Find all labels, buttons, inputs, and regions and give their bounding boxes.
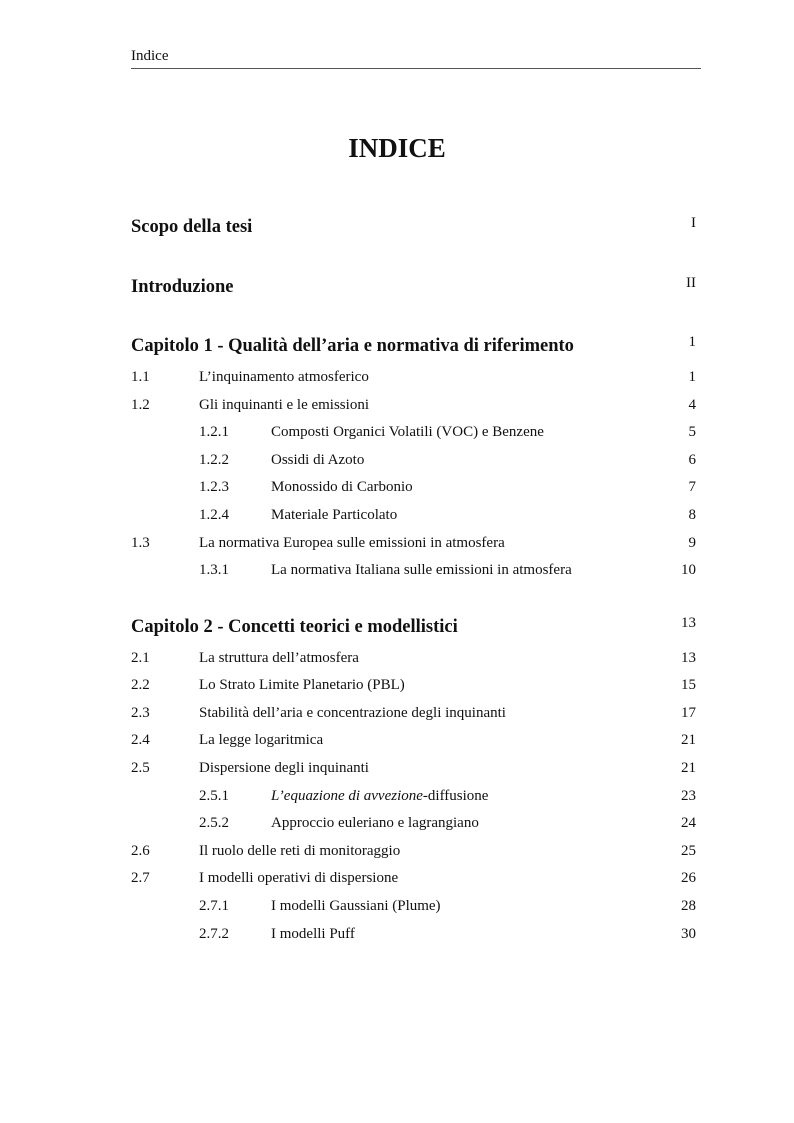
toc-page-number: 30 [681,926,696,942]
section-number: 2.3 [131,705,150,721]
section-number: 2.5 [131,760,150,776]
toc-subsection[interactable] [131,895,696,917]
toc-page-number: 24 [681,815,696,831]
subsection-number: 2.5.1 [199,788,229,804]
section-title: Dispersione degli inquinanti [199,760,369,776]
subsection-title: Materiale Particolato [271,507,398,523]
toc-entry-label: Introduzione [131,277,234,297]
subsection-number: 1.2.1 [199,424,229,440]
toc-subsection[interactable] [131,923,696,945]
subsection-number: 1.2.2 [199,452,229,468]
section-title: L’inquinamento atmosferico [199,369,369,385]
section-title: La struttura dell’atmosfera [199,650,359,666]
toc-section[interactable] [131,674,696,696]
subsection-number: 2.5.2 [199,815,229,831]
toc-page-number: 13 [681,615,696,631]
toc-page-number: II [686,275,696,291]
section-number: 2.6 [131,843,150,859]
subsection-title: Monossido di Carbonio [271,479,413,495]
running-header: Indice [131,46,701,69]
toc-page-number: 1 [688,334,696,350]
section-number: 1.1 [131,369,150,385]
toc-page-number: 10 [681,562,696,578]
subsection-number: 2.7.2 [199,926,229,942]
toc-page-number: 7 [688,479,696,495]
section-title: Lo Strato Limite Planetario (PBL) [199,677,405,693]
subsection-number: 2.7.1 [199,898,229,914]
section-number: 2.2 [131,677,150,693]
toc-subsection[interactable] [131,421,696,443]
toc-page-number: 5 [688,424,696,440]
toc-chapter-1[interactable] [131,333,696,359]
subsection-title: I modelli Gaussiani (Plume) [271,898,441,914]
toc-page-number: 9 [688,535,696,551]
subsection-title: Composti Organici Volatili (VOC) e Benzene [271,424,544,440]
toc-section[interactable] [131,729,696,751]
chapter-title: Capitolo 2 - Concetti teorici e modellistici [131,617,458,637]
section-title: Gli inquinanti e le emissioni [199,397,369,413]
section-title: Il ruolo delle reti di monitoraggio [199,843,401,859]
toc-page-number: 25 [681,843,696,859]
toc-section[interactable] [131,840,696,862]
toc-section[interactable] [131,702,696,724]
toc-section[interactable] [131,647,696,669]
toc-page-number: 21 [681,732,696,748]
toc-page-number: 23 [681,788,696,804]
toc-page-number: 21 [681,760,696,776]
toc-page-number: 13 [681,650,696,666]
toc-subsection[interactable] [131,785,696,807]
page-title: INDICE [348,133,446,163]
toc-section[interactable] [131,757,696,779]
subsection-number: 1.3.1 [199,562,229,578]
toc-page-number: 17 [681,705,696,721]
toc-entry-label: Scopo della tesi [131,217,253,237]
toc-subsection[interactable] [131,449,696,471]
toc-page-number: 26 [681,870,696,886]
subsection-title-italic: L’equazione di avvezione [271,788,423,804]
toc-page-number: 1 [688,369,696,385]
toc-section[interactable] [131,867,696,889]
section-title: I modelli operativi di dispersione [199,870,399,886]
section-number: 2.1 [131,650,150,666]
section-title: Stabilità dell’aria e concentrazione degli inquinanti [199,705,506,721]
section-title: La legge logaritmica [199,732,324,748]
section-number: 2.4 [131,732,150,748]
toc-entry-scopo[interactable] [131,214,696,240]
subsection-number: 1.2.3 [199,479,229,495]
toc-page-number: 8 [688,507,696,523]
toc-section[interactable] [131,532,696,554]
toc-section[interactable] [131,366,696,388]
toc-page-number: 28 [681,898,696,914]
subsection-title: La normativa Italiana sulle emissioni in atmosfera [271,562,572,578]
toc-section[interactable] [131,394,696,416]
toc-subsection[interactable] [131,559,696,581]
section-number: 1.3 [131,535,150,551]
toc-page-number: 15 [681,677,696,693]
toc-entry-introduzione[interactable] [131,274,696,300]
subsection-title: Approccio euleriano e lagrangiano [271,815,479,831]
toc-subsection[interactable] [131,504,696,526]
subsection-title: I modelli Puff [271,926,355,942]
subsection-title: Ossidi di Azoto [271,452,365,468]
toc-chapter-2[interactable] [131,614,696,640]
subsection-title [271,785,488,807]
toc-page-number: 4 [688,397,696,413]
section-number: 2.7 [131,870,150,886]
toc-page-number: I [691,215,696,231]
chapter-title: Capitolo 1 - Qualità dell’aria e normativa di riferimento [131,336,574,356]
toc-subsection[interactable] [131,812,696,834]
section-title: La normativa Europea sulle emissioni in atmosfera [199,535,505,551]
toc-page-number: 6 [688,452,696,468]
subsection-number: 1.2.4 [199,507,229,523]
toc-subsection[interactable] [131,476,696,498]
subsection-title-rest: -diffusione [422,788,489,804]
section-number: 1.2 [131,397,150,413]
